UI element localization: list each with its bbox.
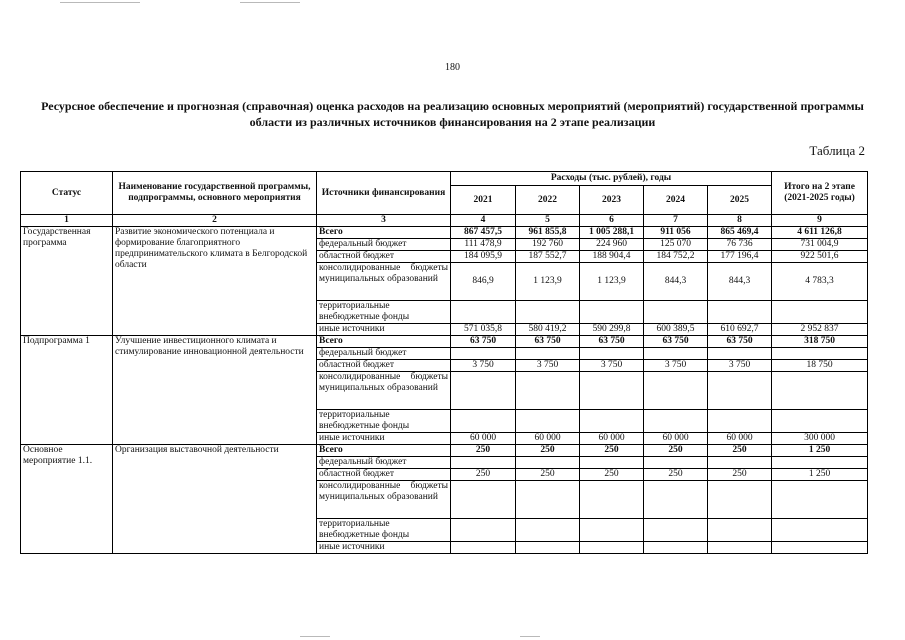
year-value-cell: 865 469,4 — [708, 227, 772, 239]
year-value-cell — [580, 410, 644, 433]
year-value-cell — [708, 372, 772, 410]
document-title: Ресурсное обеспечение и прогнозная (справочная) оценка расходов на реализацию основных мероприятий (мероприятий) государственной программы области из различных источников финансирования на 2 этапе реализации — [41, 99, 864, 129]
funding-source-cell: территориальные внебюджетные фонды — [317, 301, 451, 324]
scan-artifact-bottom — [300, 636, 330, 637]
year-value-cell — [708, 457, 772, 469]
funding-source-cell: иные источники — [317, 324, 451, 336]
year-value-cell — [451, 481, 516, 519]
header-status: Статус — [21, 172, 113, 215]
funding-source-cell: Всего — [317, 227, 451, 239]
year-value-cell: 187 552,7 — [516, 251, 580, 263]
page-number: 180 — [445, 62, 460, 73]
year-value-cell: 590 299,8 — [580, 324, 644, 336]
budget-table — [20, 171, 868, 554]
year-value-cell — [516, 372, 580, 410]
year-value-cell: 188 904,4 — [580, 251, 644, 263]
year-value-cell — [451, 519, 516, 542]
year-value-cell: 250 — [708, 445, 772, 457]
total-value-cell — [772, 481, 868, 519]
year-value-cell: 961 855,8 — [516, 227, 580, 239]
column-number: 4 — [451, 215, 516, 227]
status-cell: Основное мероприятие 1.1. — [21, 445, 113, 554]
year-value-cell: 63 750 — [451, 336, 516, 348]
total-value-cell — [772, 457, 868, 469]
total-value-cell — [772, 519, 868, 542]
header-expenses: Расходы (тыс. рублей), годы — [451, 172, 772, 186]
table-label: Таблица 2 — [809, 143, 865, 158]
year-value-cell: 60 000 — [580, 433, 644, 445]
year-value-cell: 224 960 — [580, 239, 644, 251]
program-name-cell: Развитие экономического потенциала и формирование благоприятного предпринимательского климата в Белгородской области — [113, 227, 317, 336]
year-value-cell: 600 389,5 — [644, 324, 708, 336]
year-value-cell: 3 750 — [451, 360, 516, 372]
year-value-cell: 250 — [580, 469, 644, 481]
year-value-cell: 63 750 — [644, 336, 708, 348]
year-value-cell: 610 692,7 — [708, 324, 772, 336]
year-value-cell — [451, 301, 516, 324]
year-value-cell: 60 000 — [708, 433, 772, 445]
program-name-cell: Улучшение инвестиционного климата и стимулирование инновационной деятельности — [113, 336, 317, 445]
year-value-cell — [580, 372, 644, 410]
year-value-cell: 63 750 — [516, 336, 580, 348]
year-value-cell — [708, 481, 772, 519]
scan-artifact-top — [60, 2, 140, 3]
year-value-cell: 3 750 — [644, 360, 708, 372]
table-row-total — [21, 336, 868, 348]
year-value-cell — [451, 372, 516, 410]
header-year: 2025 — [708, 186, 772, 215]
header-year: 2021 — [451, 186, 516, 215]
funding-source-cell: территориальные внебюджетные фонды — [317, 410, 451, 433]
column-number: 1 — [21, 215, 113, 227]
year-value-cell — [644, 372, 708, 410]
year-value-cell — [580, 457, 644, 469]
year-value-cell: 867 457,5 — [451, 227, 516, 239]
year-value-cell — [580, 519, 644, 542]
header-year: 2023 — [580, 186, 644, 215]
program-name-cell: Организация выставочной деятельности — [113, 445, 317, 554]
total-value-cell: 731 004,9 — [772, 239, 868, 251]
total-value-cell — [772, 301, 868, 324]
header-total: Итого на 2 этапе (2021-2025 годы) — [772, 172, 868, 215]
year-value-cell: 60 000 — [644, 433, 708, 445]
year-value-cell — [580, 348, 644, 360]
year-value-cell: 63 750 — [580, 336, 644, 348]
total-value-cell: 4 611 126,8 — [772, 227, 868, 239]
year-value-cell: 3 750 — [708, 360, 772, 372]
year-value-cell: 192 760 — [516, 239, 580, 251]
funding-source-cell: федеральный бюджет — [317, 239, 451, 251]
funding-source-cell: территориальные внебюджетные фонды — [317, 519, 451, 542]
year-value-cell: 125 070 — [644, 239, 708, 251]
year-value-cell: 60 000 — [516, 433, 580, 445]
year-value-cell — [451, 457, 516, 469]
column-number: 2 — [113, 215, 317, 227]
year-value-cell — [516, 481, 580, 519]
header-name: Наименование государственной программы, подпрограммы, основного мероприятия — [113, 172, 317, 215]
year-value-cell — [580, 481, 644, 519]
total-value-cell: 1 250 — [772, 469, 868, 481]
total-value-cell: 4 783,3 — [772, 263, 868, 301]
year-value-cell — [516, 519, 580, 542]
year-value-cell: 1 123,9 — [516, 263, 580, 301]
total-value-cell: 2 952 837 — [772, 324, 868, 336]
year-value-cell: 250 — [516, 469, 580, 481]
scan-artifact-bottom — [520, 636, 540, 637]
header-year: 2024 — [644, 186, 708, 215]
year-value-cell: 911 056 — [644, 227, 708, 239]
year-value-cell — [644, 519, 708, 542]
year-value-cell: 184 095,9 — [451, 251, 516, 263]
year-value-cell — [580, 542, 644, 554]
column-number: 9 — [772, 215, 868, 227]
year-value-cell: 846,9 — [451, 263, 516, 301]
total-value-cell: 922 501,6 — [772, 251, 868, 263]
header-year: 2022 — [516, 186, 580, 215]
year-value-cell: 177 196,4 — [708, 251, 772, 263]
year-value-cell — [708, 542, 772, 554]
funding-source-cell: областной бюджет — [317, 251, 451, 263]
year-value-cell: 844,3 — [708, 263, 772, 301]
funding-source-cell: иные источники — [317, 433, 451, 445]
year-value-cell — [708, 519, 772, 542]
column-number: 8 — [708, 215, 772, 227]
year-value-cell — [516, 348, 580, 360]
year-value-cell — [516, 542, 580, 554]
year-value-cell: 250 — [644, 469, 708, 481]
year-value-cell: 580 419,2 — [516, 324, 580, 336]
year-value-cell — [644, 457, 708, 469]
year-value-cell — [708, 410, 772, 433]
year-value-cell — [644, 410, 708, 433]
funding-source-cell: консолидированные бюджеты муниципальных образований — [317, 372, 451, 410]
year-value-cell: 76 736 — [708, 239, 772, 251]
column-number: 5 — [516, 215, 580, 227]
year-value-cell — [644, 348, 708, 360]
year-value-cell: 250 — [580, 445, 644, 457]
year-value-cell: 111 478,9 — [451, 239, 516, 251]
year-value-cell — [644, 301, 708, 324]
year-value-cell — [451, 410, 516, 433]
year-value-cell: 1 123,9 — [580, 263, 644, 301]
column-number: 6 — [580, 215, 644, 227]
header-sources: Источники финансирования — [317, 172, 451, 215]
funding-source-cell: федеральный бюджет — [317, 457, 451, 469]
total-value-cell: 318 750 — [772, 336, 868, 348]
year-value-cell — [580, 301, 644, 324]
year-value-cell: 250 — [451, 469, 516, 481]
year-value-cell: 3 750 — [580, 360, 644, 372]
year-value-cell: 3 750 — [516, 360, 580, 372]
funding-source-cell: областной бюджет — [317, 469, 451, 481]
total-value-cell: 18 750 — [772, 360, 868, 372]
status-cell: Подпрограмма 1 — [21, 336, 113, 445]
year-value-cell: 63 750 — [708, 336, 772, 348]
funding-source-cell: Всего — [317, 336, 451, 348]
table-row-total — [21, 445, 868, 457]
year-value-cell: 60 000 — [451, 433, 516, 445]
year-value-cell — [516, 457, 580, 469]
year-value-cell — [644, 481, 708, 519]
total-value-cell: 1 250 — [772, 445, 868, 457]
year-value-cell: 1 005 288,1 — [580, 227, 644, 239]
column-number: 3 — [317, 215, 451, 227]
year-value-cell: 250 — [451, 445, 516, 457]
total-value-cell — [772, 372, 868, 410]
year-value-cell — [451, 542, 516, 554]
year-value-cell — [708, 348, 772, 360]
table-row-total — [21, 227, 868, 239]
funding-source-cell: федеральный бюджет — [317, 348, 451, 360]
column-number-row — [21, 215, 868, 227]
year-value-cell — [516, 301, 580, 324]
year-value-cell: 571 035,8 — [451, 324, 516, 336]
year-value-cell — [644, 542, 708, 554]
year-value-cell: 184 752,2 — [644, 251, 708, 263]
year-value-cell: 844,3 — [644, 263, 708, 301]
year-value-cell: 250 — [708, 469, 772, 481]
column-number: 7 — [644, 215, 708, 227]
funding-source-cell: консолидированные бюджеты муниципальных образований — [317, 263, 451, 301]
year-value-cell — [708, 301, 772, 324]
funding-source-cell: консолидированные бюджеты муниципальных образований — [317, 481, 451, 519]
funding-source-cell: Всего — [317, 445, 451, 457]
year-value-cell: 250 — [516, 445, 580, 457]
year-value-cell: 250 — [644, 445, 708, 457]
total-value-cell — [772, 410, 868, 433]
total-value-cell — [772, 542, 868, 554]
status-cell: Государственная программа — [21, 227, 113, 336]
total-value-cell: 300 000 — [772, 433, 868, 445]
funding-source-cell: областной бюджет — [317, 360, 451, 372]
year-value-cell — [516, 410, 580, 433]
scan-artifact-top — [240, 2, 300, 3]
total-value-cell — [772, 348, 868, 360]
year-value-cell — [451, 348, 516, 360]
funding-source-cell: иные источники — [317, 542, 451, 554]
